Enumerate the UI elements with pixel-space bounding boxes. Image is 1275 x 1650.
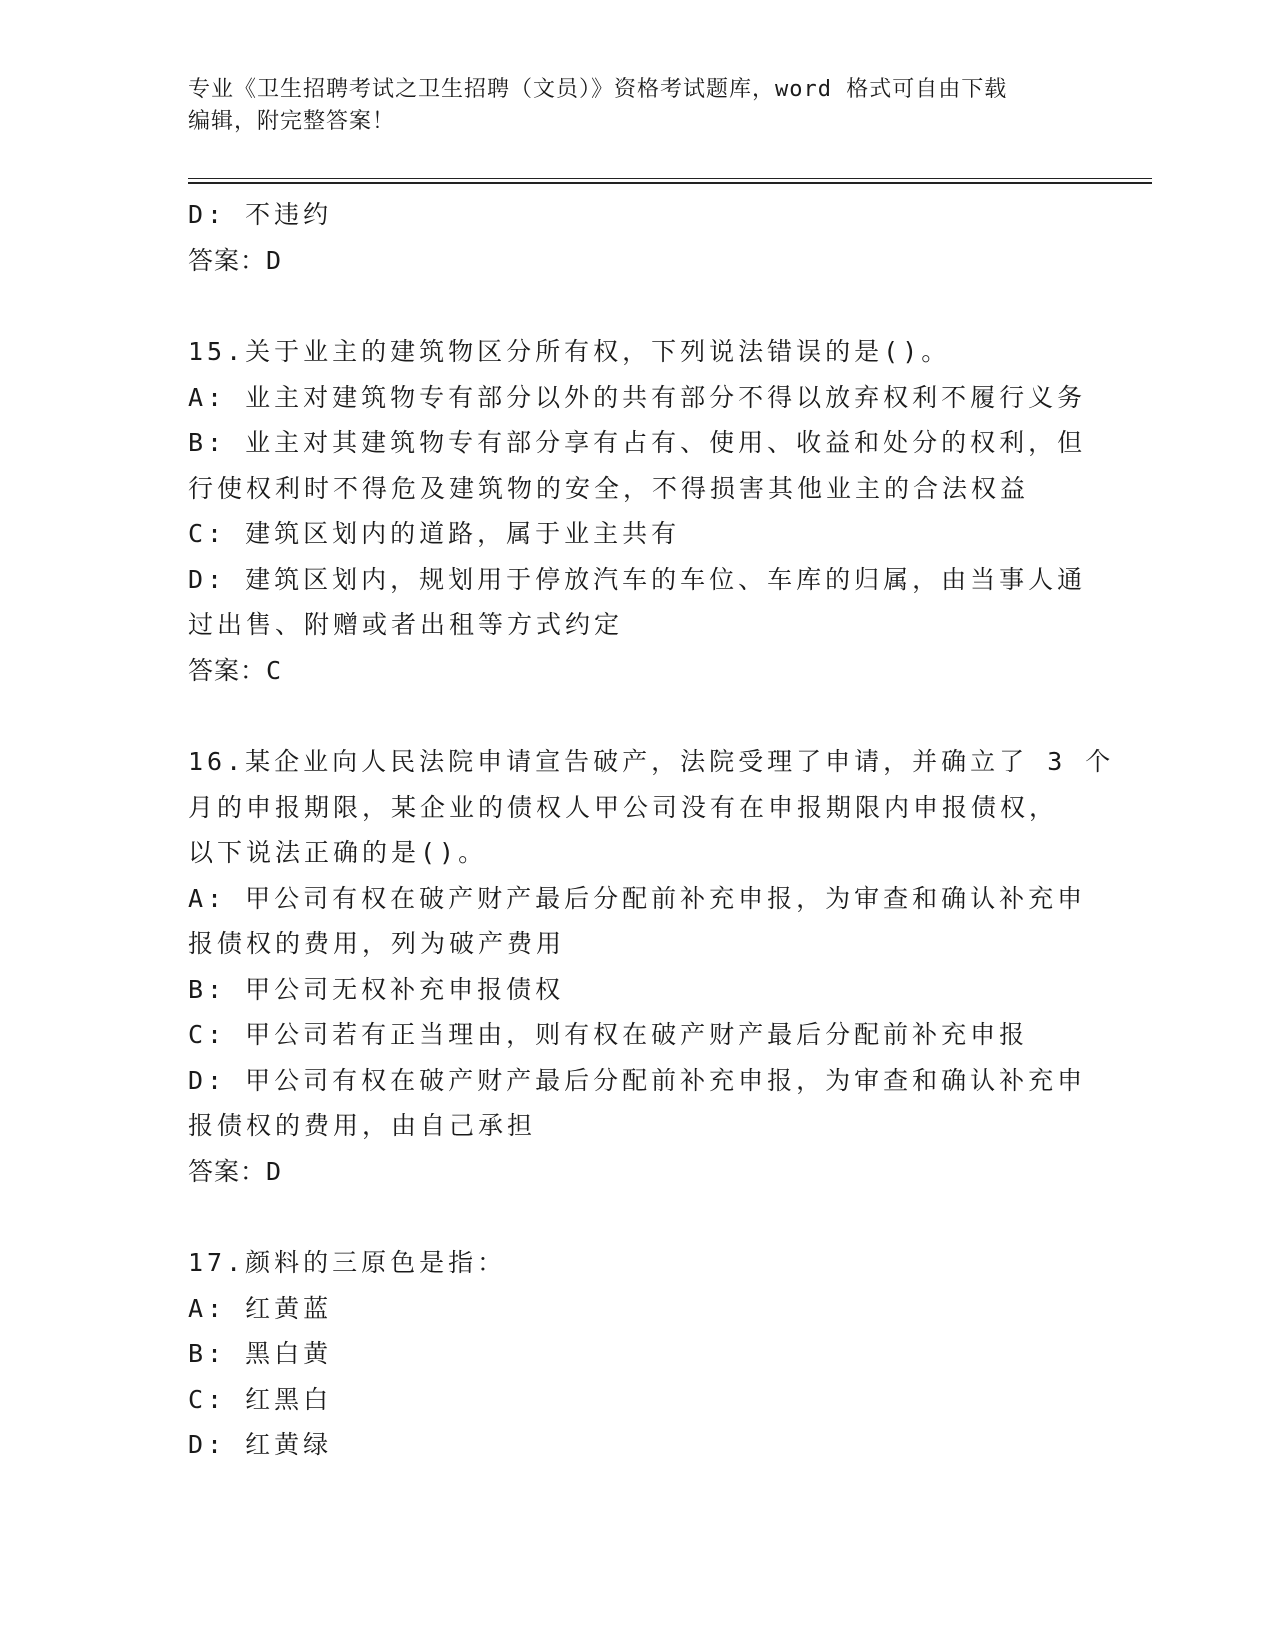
- question-16: [188, 739, 1115, 1194]
- option-d: D: 红黄绿: [188, 1430, 333, 1459]
- header-divider: [188, 178, 1152, 184]
- question-17: [188, 1240, 1068, 1468]
- question-15: [188, 329, 1087, 693]
- prev-answer: 答案：D: [188, 245, 283, 275]
- spacer: [188, 1194, 1068, 1240]
- question-stem-continued: 以下说法正确的是()。: [188, 838, 488, 867]
- question-stem: 16.某企业向人民法院申请宣告破产，法院受理了申请，并确立了 3 个: [188, 747, 1115, 776]
- header-line-2: 编辑，附完整答案！: [188, 109, 396, 134]
- question-stem-continued: 月的申报期限，某企业的债权人甲公司没有在申报期限内申报债权，: [188, 792, 1059, 822]
- question-stem: 15.关于业主的建筑物区分所有权，下列说法错误的是()。: [188, 337, 951, 366]
- document-header: [188, 74, 1088, 138]
- question-stem: 17.颜料的三原色是指：: [188, 1248, 507, 1277]
- option-c: C: 建筑区划内的道路，属于业主共有: [188, 519, 681, 548]
- spacer: [188, 283, 1068, 329]
- answer: 答案：C: [188, 655, 283, 685]
- option-a: A: 红黄蓝: [188, 1293, 333, 1323]
- option-d-continued: 过出售、附赠或者出租等方式约定: [188, 610, 624, 639]
- option-b: B: 黑白黄: [188, 1339, 333, 1368]
- header-line-1: 专业《卫生招聘考试之卫生招聘（文员）》资格考试题库，word 格式可自由下载: [188, 77, 1008, 102]
- option-b: B: 业主对其建筑物专有部分享有占有、使用、收益和处分的权利，但: [188, 428, 1087, 457]
- option-a: A: 甲公司有权在破产财产最后分配前补充申报，为审查和确认补充申: [188, 883, 1087, 913]
- option-b-continued: 行使权利时不得危及建筑物的安全，不得损害其他业主的合法权益: [188, 473, 1030, 503]
- option-c: C: 甲公司若有正当理由，则有权在破产财产最后分配前补充申报: [188, 1020, 1029, 1049]
- option-a: A: 业主对建筑物专有部分以外的共有部分不得以放弃权利不履行义务: [188, 382, 1087, 412]
- answer: 答案：D: [188, 1156, 283, 1186]
- option-d: D: 甲公司有权在破产财产最后分配前补充申报，为审查和确认补充申: [188, 1065, 1087, 1095]
- option-b: B: 甲公司无权补充申报债权: [188, 974, 565, 1004]
- option-c: C: 红黑白: [188, 1384, 333, 1414]
- option-d: D: 建筑区划内，规划用于停放汽车的车位、车库的归属，由当事人通: [188, 564, 1087, 594]
- option-a-continued: 报债权的费用，列为破产费用: [188, 929, 566, 958]
- prev-option-d: D: 不违约: [188, 200, 333, 229]
- option-d-continued: 报债权的费用，由自己承担: [188, 1111, 537, 1140]
- question-list: [188, 192, 1115, 1468]
- spacer: [188, 693, 1068, 739]
